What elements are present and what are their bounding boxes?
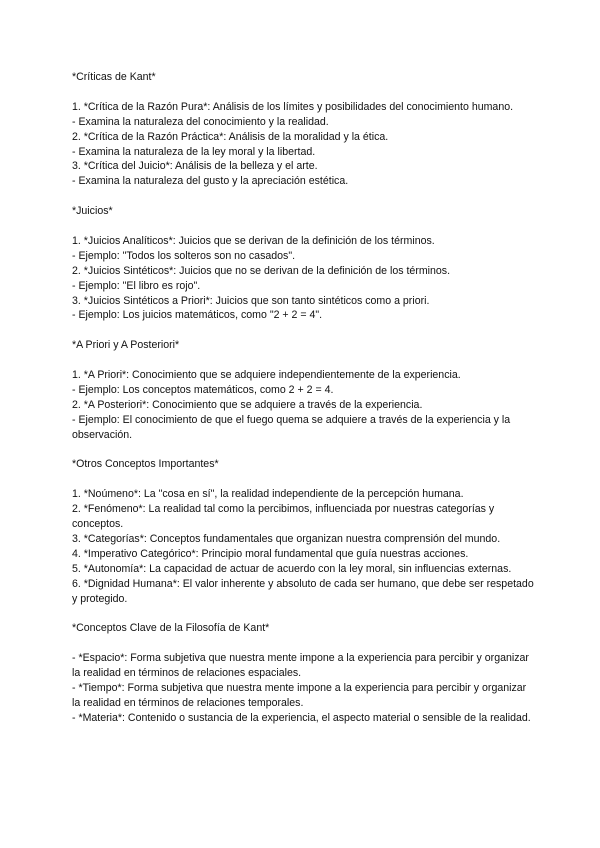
list-item: - Ejemplo: Los juicios matemáticos, como "2 + 2 = 4". bbox=[72, 309, 323, 322]
list-item: - Ejemplo: "Todos los solteros son no casados". bbox=[72, 249, 296, 262]
list-item: - *Materia*: Contenido o sustancia de la experiencia, el aspecto material o sensible de la realidad. bbox=[72, 711, 531, 724]
list-item: - Examina la naturaleza del gusto y la apreciación estética. bbox=[72, 175, 349, 188]
section-conceptos-clave bbox=[72, 621, 534, 725]
list-item: - Examina la naturaleza de la ley moral y la libertad. bbox=[72, 145, 316, 158]
section-a-priori bbox=[72, 338, 534, 442]
list-item: 1. *Crítica de la Razón Pura*: Análisis de los límites y posibilidades del conocimiento humano. bbox=[72, 100, 514, 113]
list-item: 3. *Categorías*: Conceptos fundamentales que organizan nuestra comprensión del mundo. bbox=[72, 532, 501, 545]
list-item: 2. *A Posteriori*: Conocimiento que se adquiere a través de la experiencia. bbox=[72, 398, 423, 411]
document-page bbox=[72, 70, 534, 726]
spacer bbox=[72, 607, 534, 622]
list-item: 2. *Fenómeno*: La realidad tal como la percibimos, influenciada por nuestras categorías y conceptos. bbox=[72, 503, 495, 531]
list-item: 1. *Noúmeno*: La "cosa en sí", la realidad independiente de la percepción humana. bbox=[72, 488, 464, 501]
spacer bbox=[72, 443, 534, 458]
section-heading: *A Priori y A Posteriori* bbox=[72, 339, 180, 352]
list-item: - Examina la naturaleza del conocimiento y la realidad. bbox=[72, 115, 329, 128]
section-criticas bbox=[72, 70, 534, 189]
list-item: 2. *Crítica de la Razón Práctica*: Análisis de la moralidad y la ética. bbox=[72, 130, 389, 143]
section-heading: *Juicios* bbox=[72, 205, 113, 218]
list-item: 1. *A Priori*: Conocimiento que se adquiere independientemente de la experiencia. bbox=[72, 369, 461, 382]
list-item: - Ejemplo: "El libro es rojo". bbox=[72, 279, 201, 292]
list-item: 3. *Juicios Sintéticos a Priori*: Juicios que son tanto sintéticos como a priori. bbox=[72, 294, 430, 307]
list-item: 5. *Autonomía*: La capacidad de actuar de acuerdo con la ley moral, sin influencias externas. bbox=[72, 562, 512, 575]
list-item: 6. *Dignidad Humana*: El valor inherente y absoluto de cada ser humano, que debe ser respetado y protegido. bbox=[72, 577, 534, 605]
spacer bbox=[72, 219, 534, 234]
list-item: - *Tiempo*: Forma subjetiva que nuestra mente impone a la experiencia para percibir y organizar la realidad en términos de relaciones temporales. bbox=[72, 682, 527, 709]
spacer bbox=[72, 472, 534, 487]
section-otros-conceptos bbox=[72, 457, 534, 606]
spacer bbox=[72, 189, 534, 204]
list-item: 1. *Juicios Analíticos*: Juicios que se derivan de la definición de los términos. bbox=[72, 234, 435, 247]
section-heading: *Otros Conceptos Importantes* bbox=[72, 458, 219, 471]
list-item: - Ejemplo: Los conceptos matemáticos, como 2 + 2 = 4. bbox=[72, 383, 334, 396]
list-item: 4. *Imperativo Categórico*: Principio moral fundamental que guía nuestras acciones. bbox=[72, 547, 469, 560]
spacer bbox=[72, 353, 534, 368]
section-juicios bbox=[72, 204, 534, 323]
section-heading: *Críticas de Kant* bbox=[72, 71, 156, 83]
section-heading: *Conceptos Clave de la Filosofía de Kant* bbox=[72, 622, 270, 635]
spacer bbox=[72, 636, 534, 651]
list-item: 2. *Juicios Sintéticos*: Juicios que no se derivan de la definición de los términos. bbox=[72, 264, 451, 277]
spacer bbox=[72, 85, 534, 100]
list-item: - *Espacio*: Forma subjetiva que nuestra mente impone a la experiencia para percibir y organizar la realidad en términos de relaciones espaciales. bbox=[72, 652, 529, 680]
list-item: 3. *Crítica del Juicio*: Análisis de la belleza y el arte. bbox=[72, 160, 318, 173]
list-item: - Ejemplo: El conocimiento de que el fuego quema se adquiere a través de la experiencia y la observación. bbox=[72, 413, 511, 441]
spacer bbox=[72, 323, 534, 338]
